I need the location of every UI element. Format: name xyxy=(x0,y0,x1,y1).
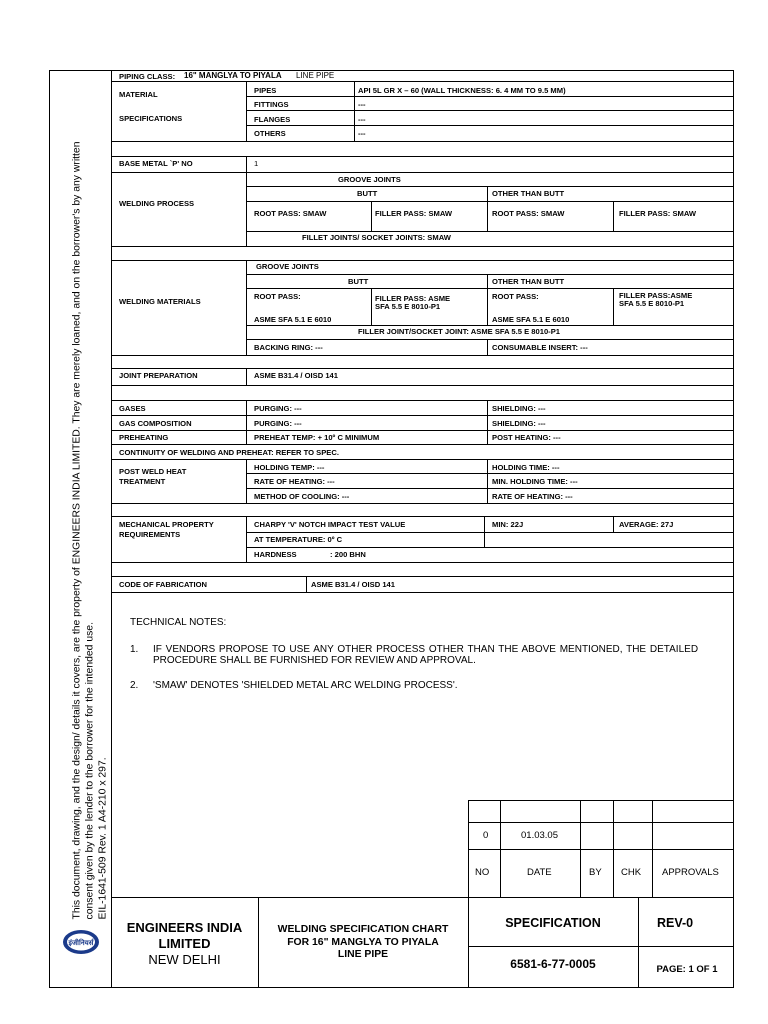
charpy-min: MIN: 22J xyxy=(492,520,524,529)
charpy-average: AVERAGE: 27J xyxy=(619,520,674,529)
preheat-temp: PREHEAT TEMP: + 10º C MINIMUM xyxy=(254,433,380,442)
company-city: NEW DELHI xyxy=(148,952,221,967)
pwht-holding-temp: HOLDING TEMP: --- xyxy=(254,463,325,472)
material-value-others: --- xyxy=(358,129,366,138)
code-fabrication-value: ASME B31.4 / OISD 141 xyxy=(311,580,395,589)
pwht-method-cooling: METHOD OF COOLING: --- xyxy=(254,492,350,501)
hardness-value: : 200 BHN xyxy=(330,550,366,559)
specifications-label: SPECIFICATIONS xyxy=(119,114,183,123)
revision-header-approvals: APPROVALS xyxy=(662,867,719,878)
wm-filler-pass-butt-1: FILLER PASS: ASME xyxy=(375,294,451,303)
wp-other-than-butt: OTHER THAN BUTT xyxy=(492,189,565,198)
pwht-label-2: TREATMENT xyxy=(119,477,166,486)
pwht-holding-time: HOLDING TIME: --- xyxy=(492,463,560,472)
wm-filler-pass-other-2: SFA 5.5 E 8010-P1 xyxy=(619,299,685,308)
pwht-label-1: POST WELD HEAT xyxy=(119,467,187,476)
wm-root-pass-other: ROOT PASS: xyxy=(492,292,539,301)
gas-composition-label: GAS COMPOSITION xyxy=(119,419,192,428)
welding-materials-label: WELDING MATERIALS xyxy=(119,297,201,306)
material-value-flanges: --- xyxy=(358,115,366,124)
gases-label: GASES xyxy=(119,404,146,413)
logo-text: इंजीनियर्स xyxy=(68,939,94,947)
preheating-label: PREHEATING xyxy=(119,433,169,442)
revision-header-by: BY xyxy=(589,867,602,878)
material-label: MATERIAL xyxy=(119,90,158,99)
wm-root-pass-butt: ROOT PASS: xyxy=(254,292,301,301)
revision-header-chk: CHK xyxy=(621,867,642,878)
company-logo xyxy=(62,929,100,955)
spec-label: SPECIFICATION xyxy=(505,916,601,930)
wm-other-than-butt: OTHER THAN BUTT xyxy=(492,277,565,286)
revision-label: REV-0 xyxy=(657,916,694,930)
wm-filler-pass-butt-2: SFA 5.5 E 8010-P1 xyxy=(375,302,441,311)
wp-groove-joints: GROOVE JOINTS xyxy=(338,175,401,184)
gases-purging: PURGING: --- xyxy=(254,404,302,413)
side-disclaimer-line2: consent given by the lender to the borrower for the intended use. xyxy=(84,622,96,920)
pwht-rate-heating-2: RATE OF HEATING: --- xyxy=(492,492,573,501)
material-item-others: OTHERS xyxy=(254,129,286,138)
note-1-number: 1. xyxy=(130,644,139,655)
doc-title-1: WELDING SPECIFICATION CHART xyxy=(277,924,449,935)
gas-composition-purging: PURGING: --- xyxy=(254,419,302,428)
wm-filler-pass-other-1: FILLER PASS:ASME xyxy=(619,291,693,300)
wm-fillet-joint: FILLER JOINT/SOCKET JOINT: ASME SFA 5.5 E 8010-P1 xyxy=(358,327,560,336)
note-1-line-2: PROCEDURE SHALL BE FURNISHED FOR REVIEW AND APPROVAL. xyxy=(153,655,476,666)
pwht-min-holding-time: MIN. HOLDING TIME: --- xyxy=(492,477,578,486)
gases-shielding: SHIELDING: --- xyxy=(492,404,546,413)
doc-title-2: FOR 16" MANGLYA TO PIYALA xyxy=(287,936,439,948)
piping-class-label: PIPING CLASS: xyxy=(119,72,176,81)
note-1-line-1: IF VENDORS PROPOSE TO USE ANY OTHER PROCESS OTHER THAN THE ABOVE MENTIONED, THE DETAILED xyxy=(153,644,699,655)
wm-root-pass-other-value: ASME SFA 5.1 E 6010 xyxy=(492,315,570,324)
wp-filler-pass-other: FILLER PASS: SMAW xyxy=(619,209,697,218)
continuity-note: CONTINUITY OF WELDING AND PREHEAT: REFER TO SPEC. xyxy=(119,448,339,457)
wp-root-pass-other: ROOT PASS: SMAW xyxy=(492,209,565,218)
gas-composition-shielding: SHIELDING: --- xyxy=(492,419,546,428)
revision-header-no: NO xyxy=(475,867,490,878)
mechanical-label-2: REQUIREMENTS xyxy=(119,530,181,539)
mechanical-label-1: MECHANICAL PROPERTY xyxy=(119,520,214,529)
note-2-number: 2. xyxy=(130,680,139,691)
wm-consumable-insert: CONSUMABLE INSERT: --- xyxy=(492,343,588,352)
company-name-2: LIMITED xyxy=(158,936,211,951)
joint-prep-label: JOINT PREPARATION xyxy=(119,371,198,380)
wm-backing-ring: BACKING RING: --- xyxy=(254,343,323,352)
material-value-pipes: API 5L GR X – 60 (WALL THICKNESS: 6. 4 MM TO 9.5 MM) xyxy=(358,86,566,95)
wm-butt: BUTT xyxy=(348,277,369,286)
page-number: PAGE: 1 OF 1 xyxy=(656,964,718,975)
charpy-test: CHARPY 'V' NOTCH IMPACT TEST VALUE xyxy=(254,520,406,529)
hardness-label: HARDNESS xyxy=(254,550,297,559)
side-disclaimer-line3: EIL-1641-509 Rev. 1 A4-210 x 297. xyxy=(97,757,109,920)
base-metal-label: BASE METAL `P' NO xyxy=(119,159,193,168)
post-heating: POST HEATING: --- xyxy=(492,433,561,442)
revision-no-value: 0 xyxy=(483,830,489,841)
doc-number: 6581-6-77-0005 xyxy=(510,957,596,971)
joint-prep-value: ASME B31.4 / OISD 141 xyxy=(254,371,338,380)
welding-process-label: WELDING PROCESS xyxy=(119,199,195,208)
wp-root-pass-butt: ROOT PASS: SMAW xyxy=(254,209,327,218)
material-item-pipes: PIPES xyxy=(254,86,277,95)
base-metal-value: 1 xyxy=(254,159,259,168)
wp-filler-pass-butt: FILLER PASS: SMAW xyxy=(375,209,453,218)
notes-title: TECHNICAL NOTES: xyxy=(130,617,227,628)
test-temperature: AT TEMPERATURE: 0º C xyxy=(254,535,343,544)
code-fabrication-label: CODE OF FABRICATION xyxy=(119,580,208,589)
material-item-flanges: FLANGES xyxy=(254,115,291,124)
piping-class-suffix: LINE PIPE xyxy=(296,71,335,80)
wm-root-pass-butt-value: ASME SFA 5.1 E 6010 xyxy=(254,315,332,324)
note-2-text: 'SMAW' DENOTES 'SHIELDED METAL ARC WELDING PROCESS'. xyxy=(153,680,458,691)
wm-groove-joints: GROOVE JOINTS xyxy=(256,262,319,271)
material-value-fittings: --- xyxy=(358,100,366,109)
wp-butt: BUTT xyxy=(357,189,378,198)
piping-class-value: 16" MANGLYA TO PIYALA xyxy=(184,71,282,80)
side-disclaimer-line1: This document, drawing, and the design/ details it covers, are the property of ENGINEERS INDIA LIMITED. They are merely loaned, and on the borrower's by any written xyxy=(71,141,83,920)
material-item-fittings: FITTINGS xyxy=(254,100,289,109)
revision-header-date: DATE xyxy=(527,867,552,878)
company-name-1: ENGINEERS INDIA xyxy=(126,920,243,935)
revision-date-value: 01.03.05 xyxy=(521,830,558,841)
doc-title-3: LINE PIPE xyxy=(337,949,389,960)
wp-fillet-joints: FILLET JOINTS/ SOCKET JOINTS: SMAW xyxy=(302,233,451,242)
pwht-rate-heating: RATE OF HEATING: --- xyxy=(254,477,335,486)
